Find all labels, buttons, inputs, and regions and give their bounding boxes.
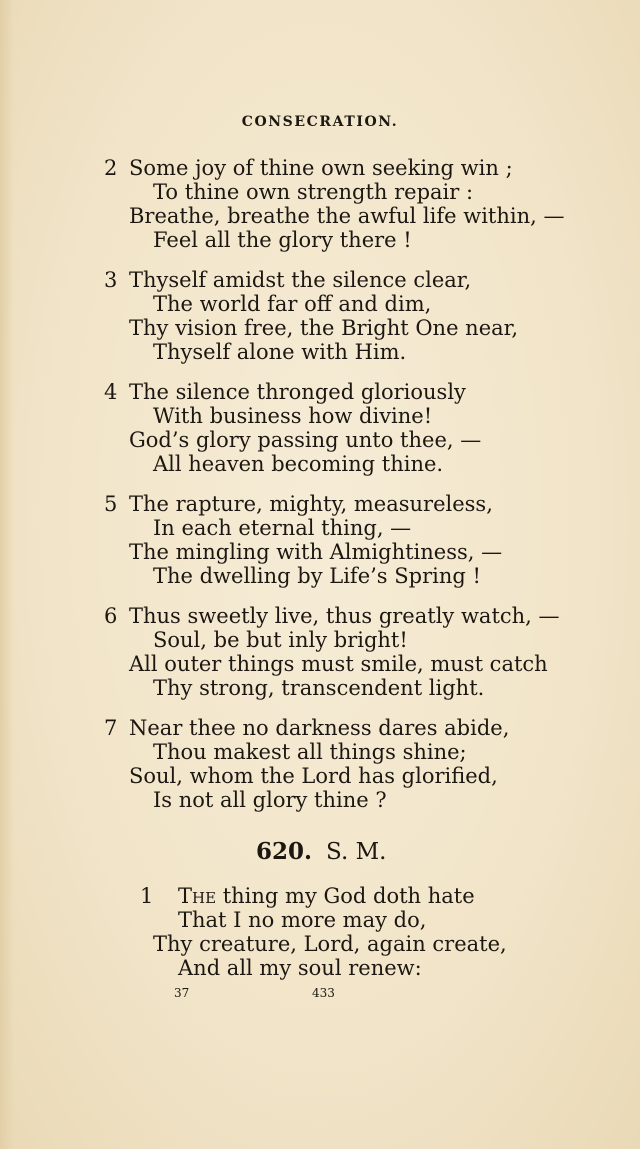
- stanza-number: 5: [104, 492, 118, 516]
- verse-line: Thy vision free, the Bright One near,: [129, 316, 519, 340]
- verse-line: Thyself amidst the silence clear,: [129, 268, 472, 292]
- page-number: 433: [312, 986, 335, 1000]
- stanza-number: 4: [104, 380, 118, 404]
- stanza-number: 2: [104, 156, 118, 180]
- verse-line: And all my soul renew:: [178, 956, 422, 980]
- verse-line: Feel all the glory there !: [153, 228, 412, 252]
- verse-line: All heaven becoming thine.: [153, 452, 444, 476]
- verse-line: To thine own strength repair :: [153, 180, 474, 204]
- verse-line: Thyself alone with Him.: [153, 340, 407, 364]
- first-word: The: [178, 884, 217, 908]
- verse-line: The dwelling by Life’s Spring !: [153, 564, 481, 588]
- verse-line: Thy strong, transcendent light.: [153, 676, 485, 700]
- verse-line: With business how divine!: [153, 404, 433, 428]
- hymn-meter: S. M.: [326, 839, 387, 865]
- verse-line: The world far off and dim,: [153, 292, 432, 316]
- verse-line: Thus sweetly live, thus greatly watch, —: [129, 604, 560, 628]
- verse-line: Breathe, breathe the awful life within, —: [129, 204, 565, 228]
- verse-line: The mingling with Almightiness, —: [129, 540, 503, 564]
- verse-line-first: [178, 884, 475, 908]
- verse-line: Soul, be but inly bright!: [153, 628, 408, 652]
- verse-line: Near thee no darkness dares abide,: [129, 716, 510, 740]
- verse-line: All outer things must smile, must catch: [129, 652, 548, 676]
- verse-line: Thou makest all things shine;: [153, 740, 467, 764]
- page-edge-shadow: [0, 0, 14, 1149]
- verse-line: Soul, whom the Lord has glorified,: [129, 764, 498, 788]
- first-line-rest: thing my God doth hate: [216, 884, 475, 908]
- verse-line: The rapture, mighty, measureless,: [129, 492, 493, 516]
- verse-line: The silence thronged gloriously: [129, 380, 466, 404]
- hymn-number: 620.: [256, 838, 313, 865]
- signature-mark: 37: [174, 986, 190, 1000]
- verse-line: Is not all glory thine ?: [153, 788, 387, 812]
- verse-line: Thy creature, Lord, again create,: [153, 932, 507, 956]
- stanza-number: 7: [104, 716, 118, 740]
- verse-line: Some joy of thine own seeking win ;: [129, 156, 513, 180]
- running-head: CONSECRATION.: [241, 114, 399, 130]
- verse-line: In each eternal thing, —: [153, 516, 412, 540]
- hymn-heading: [256, 838, 386, 865]
- stanza-number: 6: [104, 604, 118, 628]
- stanza-number: 3: [104, 268, 118, 292]
- verse-line: That I no more may do,: [178, 908, 427, 932]
- stanza-number: 1: [140, 884, 154, 908]
- verse-line: God’s glory passing unto thee, —: [129, 428, 482, 452]
